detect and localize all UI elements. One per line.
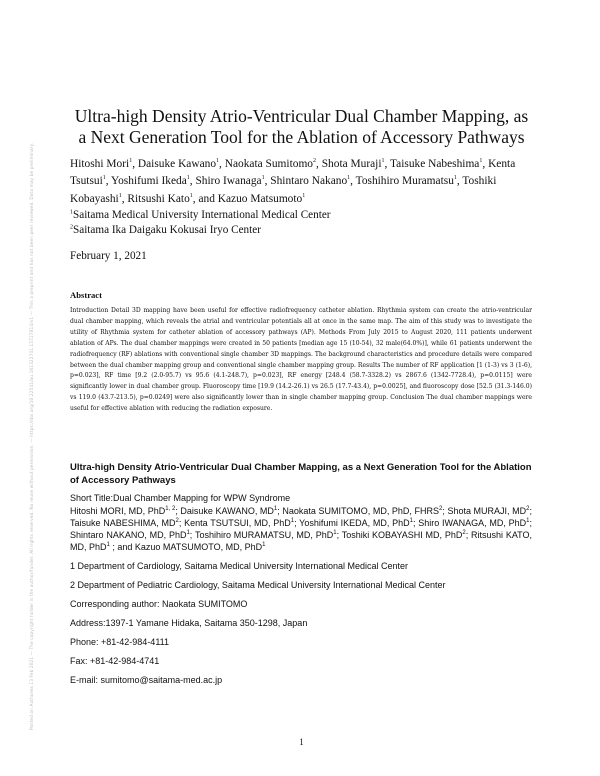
- author-affiliation-marker: 1: [333, 530, 337, 537]
- author-affiliation-marker: 1: [129, 158, 133, 165]
- author-affiliation-marker: 1: [262, 542, 266, 549]
- author-name: Hitoshi MORI, MD, PhD: [70, 506, 166, 516]
- email: E-mail: sumitomo@saitama-med.ac.jp: [70, 675, 223, 685]
- author-name: Ritsushi Kato: [127, 192, 190, 205]
- author-name: Naokata SUMITOMO, MD, PhD, FHRS: [282, 506, 440, 516]
- author-affiliation-marker: 1: [347, 175, 351, 182]
- author-name: Ritsushi KATO, MD, PhD: [70, 530, 533, 553]
- author-name: Kenta TSUTSUI, MD, PhD: [184, 518, 291, 529]
- author-affiliation-marker: 1: [216, 158, 220, 165]
- author-affiliation-marker: 1: [453, 175, 457, 182]
- author-name: Hitoshi Mori: [70, 158, 130, 170]
- address: Address:1397-1 Yamane Hidaka, Saitama 350-1298, Japan: [70, 618, 308, 628]
- author-affiliation-marker: 2: [175, 518, 179, 525]
- author-name: Daisuke KAWANO, MD: [180, 506, 274, 516]
- page-number: 1: [299, 737, 304, 747]
- author-affiliation-marker: 1: [106, 542, 110, 549]
- affiliation-1: [70, 208, 331, 223]
- author-affiliation-marker: 2: [313, 158, 317, 165]
- author-name: Toshihiro MURAMATSU, MD, PhD: [194, 530, 334, 541]
- corresponding-author: Corresponding author: Naokata SUMITOMO: [70, 599, 248, 609]
- author-name: Taisuke NABESHIMA, MD: [70, 518, 176, 529]
- manuscript-title: Ultra-high Density Atrio-Ventricular Dual Chamber Mapping, as a Next Generation Tool for the Ablation of Accessory Pathways: [70, 462, 532, 486]
- author-name: Shota MURAJI, MD: [447, 506, 527, 516]
- publication-date: February 1, 2021: [70, 250, 147, 262]
- author-name: Kazuo Matsumoto: [217, 192, 303, 205]
- author-name: Kenta Tsutsui: [70, 158, 516, 188]
- author-name: Toshiki KOBAYASHI MD, PhD: [341, 530, 463, 541]
- affiliation-text: Saitama Ika Daigaku Kokusai Iryo Center: [73, 223, 261, 236]
- author-affiliation-marker: 1: [290, 518, 295, 525]
- author-name: Daisuke Kawano: [137, 158, 217, 170]
- author-affiliation-marker: 2: [526, 506, 530, 512]
- author-affiliation-marker: 1: [409, 518, 413, 525]
- author-name: Naokata Sumitomo: [224, 158, 314, 170]
- fax: Fax: +81-42-984-4741: [70, 656, 160, 666]
- author-affiliation-marker: 1: [186, 530, 190, 537]
- short-title: Short Title:Dual Chamber Mapping for WPW Syndrome: [70, 493, 291, 503]
- paper-title: Ultra-high Density Atrio-Ventricular Dual Chamber Mapping, as a Next Generation Tool for the Ablation of Accessory Pathways: [74, 106, 529, 147]
- full-author-list: Hitoshi MORI, MD, PhD$^{1, 2}$; Daisuke KAWANO, $MD^1$; Naokata SUMITOMO, MD, PhD, FHRS$^2$; Shota MURAJI, $MD^2$; Taisuke NABESHIMA, $MD^2$; Kenta TSUTSUI, MD, PhD$^1$; Yoshifumi IKEDA, MD, PhD$^1$; Shiro IWANAGA, MD, PhD$^1$; Shintaro NAKANO, MD, PhD$^1$; Toshihiro MURAMATSU, MD, PhD$^1$; Toshiki KOBAYASHI MD, PhD$^2$; Ritsushi KATO, MD, PhD$^1$ ; and Kazuo MATSUMOTO, MD, PhD$^1$: [70, 506, 533, 553]
- author-affiliation-marker: 1: [102, 175, 106, 182]
- author-name: Yoshifumi Ikeda: [111, 175, 187, 188]
- author-name: Shiro IWANAGA, MD, PhD: [418, 518, 527, 529]
- phone: Phone: +81-42-984-4111: [70, 637, 169, 647]
- author-name: Toshihiro Muramatsu: [355, 175, 454, 188]
- author-name: Kazuo MATSUMOTO, MD, PhD: [134, 542, 263, 553]
- affiliation-list: [70, 208, 331, 237]
- author-affiliation-marker: 1: [186, 175, 190, 182]
- author-affiliation-marker: 1: [189, 192, 193, 199]
- department-1: 1 Department of Cardiology, Saitama Medical University International Medical Center: [70, 561, 408, 571]
- author-affiliation-marker: 1: [261, 175, 265, 182]
- author-name: Taisuke Nabeshima: [390, 158, 480, 170]
- author-affiliation-marker: 2: [439, 506, 443, 512]
- affiliation-text: Saitama Medical University International Medical Center: [73, 209, 331, 221]
- affiliation-marker: 1: [70, 209, 73, 216]
- author-name: Shota Muraji: [321, 158, 382, 170]
- author-list: Hitoshi Mori$^1$, Daisuke Kawano$^1$, Naokata Sumitomo$^2$, Shota Muraji$^1$, Taisuke Nabeshima$^1$, Kenta Tsutsui$^1$, Yoshifumi Ikeda$^1$, Shiro Iwanaga$^1$, Shintaro Nakano$^1$, Toshihiro Muramatsu$^1$, Toshiki Kobayashi$^1$, Ritsushi Kato$^1$, and Kazuo Matsumoto$^1$: [70, 158, 516, 205]
- author-affiliation-marker: 1, 2: [165, 506, 176, 512]
- author-name: Yoshifumi IKEDA, MD, PhD: [299, 518, 410, 529]
- abstract-heading: Abstract: [70, 290, 102, 300]
- author-affiliation-marker: 1: [526, 518, 530, 525]
- author-affiliation-marker: 2: [462, 530, 466, 537]
- author-affiliation-marker: 1: [118, 192, 122, 199]
- author-affiliation-marker: 1: [381, 158, 385, 165]
- author-name: Toshiki Kobayashi: [70, 175, 497, 205]
- author-affiliation-marker: 1: [479, 158, 483, 165]
- department-2: 2 Department of Pediatric Cardiology, Saitama Medical University International Medical Center: [70, 580, 446, 590]
- author-affiliation-marker: 1: [302, 192, 306, 199]
- author-name: Shintaro Nakano: [270, 175, 348, 188]
- author-affiliation-marker: 1: [273, 506, 278, 512]
- preprint-side-stamp: Posted on Authorea 13 Feb 2021 — The copyright holder is the author/funder. All rights reserved. No reuse without permission. — https://doi.org/10.22541/au.161322741.15727814/v1 — This a preprint and has not been peer reviewed. Data may be preliminary.: [30, 142, 35, 730]
- author-name: Shintaro NAKANO, MD, PhD: [70, 530, 187, 541]
- author-name: Shiro Iwanaga: [195, 175, 262, 188]
- affiliation-marker: 2: [70, 223, 73, 230]
- abstract-text: Introduction Detail 3D mapping have been useful for effective radiofrequency catheter ablation. Rhythmia system can create the atrio-ventricular dual chamber mapping, which reveals the atrial and ventricular potentials all at once in the same map. The aim of this study was to investigate the utility of Rhythmia system for catheter ablation of accessory pathways (AP). Methods From July 2015 to August 2020, 111 patients underwent ablation of APs. The dual chamber mappings were created in 50 patients [median age 15 (10-54), 32 male(64.0%)], while 61 patients underwent the radiofrequency (RF) ablations with conventional single chamber 3D mappings. The background characteristics and procedure details were compared between the dual chamber mapping group and conventional single chamber mapping group. Results The number of RF application [1 (1-3) vs 3 (1-6), p=0.023], RF time [9.2 (2.0-95.7) vs 95.6 (4.1-248.7), p=0.023], RF energy [248.4 (58.7-3328.2) vs 2867.6 (1342-7728.4), p=0.0115] were significantly lower in dual chamber group. Fluoroscopy time [19.9 (14.2-26.1) vs 26.5 (17.7-43.4), p=0.0025], and fluoroscopy dose [52.5 (31.3-146.0) vs 119.0 (43.7-213.5), p=0.0249] were also significantly lower than in single chamber mapping group. Conclusion The dual chamber mappings were useful for effective ablation with reducing the radiation exposure.: [70, 307, 532, 413]
- affiliation-2: [70, 223, 331, 238]
